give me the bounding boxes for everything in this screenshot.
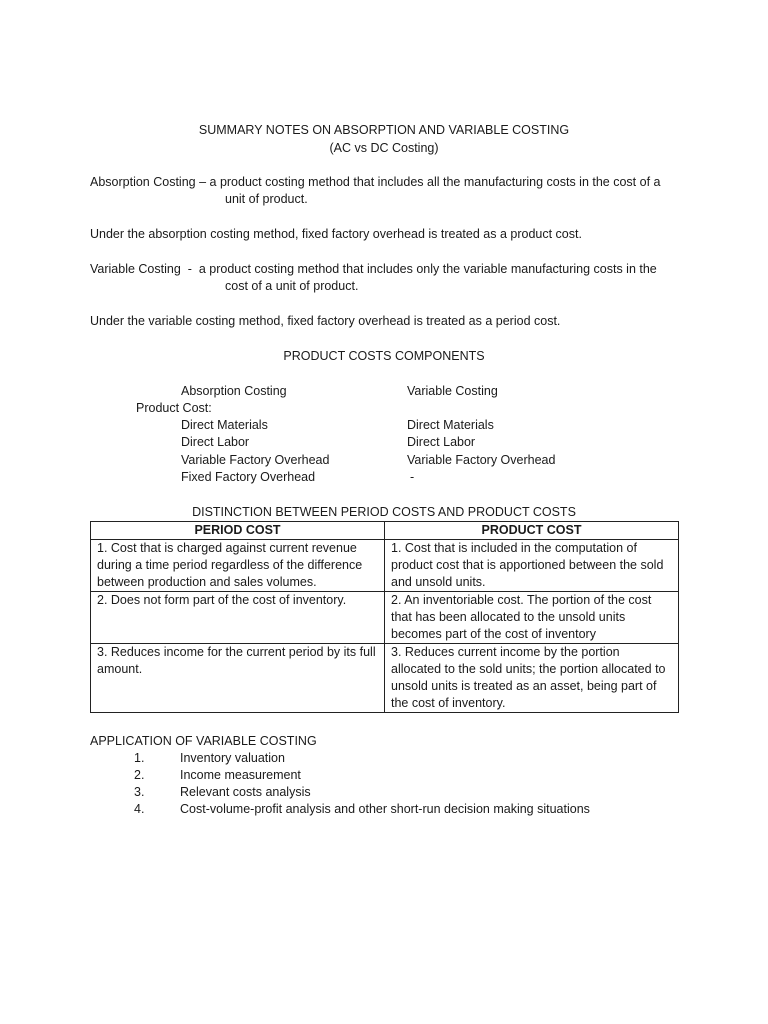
product-cost-header: PRODUCT COST	[385, 522, 679, 540]
period-cost-header: PERIOD COST	[91, 522, 385, 540]
distinction-table	[90, 521, 679, 713]
list-item-number: 2.	[134, 768, 145, 782]
variable-note: Under the variable costing method, fixed factory overhead is treated as a period cost.	[90, 314, 561, 328]
table-row	[91, 644, 679, 713]
product-cost-cell: 2. An inventoriable cost. The portion of the cost that has been allocated to the unsold units becomes part of the cost of inventory	[385, 592, 679, 644]
table-row	[91, 592, 679, 644]
list-item-number: 1.	[134, 751, 145, 765]
distinction-heading: DISTINCTION BETWEEN PERIOD COSTS AND PRODUCT COSTS	[192, 505, 576, 519]
list-item-number: 4.	[134, 802, 145, 816]
absorption-costing-definition	[90, 174, 690, 208]
period-cost-cell: 2. Does not form part of the cost of inventory.	[91, 592, 385, 644]
variable-definition-line2: cost of a unit of product.	[225, 279, 359, 293]
product-cost-cell: 3. Reduces current income by the portion allocated to the sold units; the portion allocated to unsold units is treated as an asset, being part of the cost of inventory.	[385, 644, 679, 713]
absorption-note: Under the absorption costing method, fixed factory overhead is treated as a product cost.	[90, 227, 582, 241]
list-item-text: Cost-volume-profit analysis and other short-run decision making situations	[180, 802, 590, 816]
product-cost-cell: 1. Cost that is included in the computation of product cost that is apportioned between the sold and unsold units.	[385, 540, 679, 592]
document-title: SUMMARY NOTES ON ABSORPTION AND VARIABLE COSTING	[198, 123, 570, 137]
table-row	[91, 540, 679, 592]
variable-definition-line1: Variable Costing - a product costing method that includes only the variable manufacturing costs in the	[90, 262, 657, 276]
list-item-text: Income measurement	[180, 768, 301, 782]
absorption-item: Direct Labor	[181, 435, 250, 449]
variable-costing-definition	[90, 261, 690, 295]
absorption-definition-line1: Absorption Costing – a product costing method that includes all the manufacturing costs in the cost of a	[90, 175, 661, 189]
product-cost-label: Product Cost:	[136, 401, 212, 415]
list-item-text: Relevant costs analysis	[180, 785, 311, 799]
list-item-number: 3.	[134, 785, 145, 799]
variable-item: Variable Factory Overhead	[407, 453, 556, 467]
list-item-text: Inventory valuation	[180, 751, 285, 765]
table-header-row	[91, 522, 679, 540]
absorption-item: Variable Factory Overhead	[181, 453, 330, 467]
absorption-column-header: Absorption Costing	[181, 384, 287, 398]
variable-item: Direct Labor	[407, 435, 476, 449]
variable-column-header: Variable Costing	[407, 384, 498, 398]
absorption-item: Direct Materials	[181, 418, 268, 432]
applications-heading: APPLICATION OF VARIABLE COSTING	[90, 734, 317, 748]
variable-item-dash: -	[410, 470, 415, 484]
components-heading: PRODUCT COSTS COMPONENTS	[283, 349, 485, 363]
document-subtitle: (AC vs DC Costing)	[329, 141, 439, 155]
absorption-item: Fixed Factory Overhead	[181, 470, 316, 484]
period-cost-cell: 3. Reduces income for the current period by its full amount.	[91, 644, 385, 713]
variable-item: Direct Materials	[407, 418, 494, 432]
period-cost-cell: 1. Cost that is charged against current revenue during a time period regardless of the difference between production and sales volumes.	[91, 540, 385, 592]
absorption-definition-line2: unit of product.	[225, 192, 308, 206]
